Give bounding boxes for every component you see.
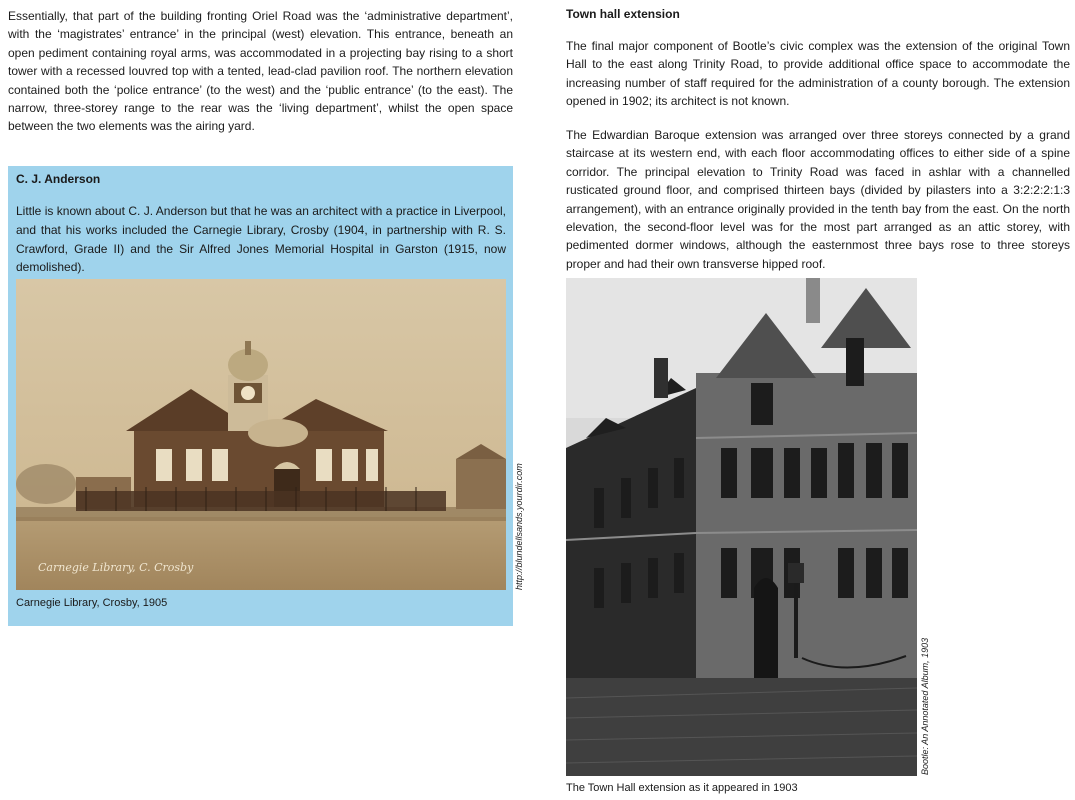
sidebar-title: C. J. Anderson xyxy=(16,172,101,186)
town-hall-extension-photo xyxy=(566,278,917,776)
carnegie-library-illustration xyxy=(16,279,506,590)
section-heading: Town hall extension xyxy=(566,7,680,21)
left-intro-paragraph: Essentially, that part of the building fronting Oriel Road was the ‘administrative department’, with the ‘magistrates’ entrance’ in the principal (west) elevation. This entrance, beneath an open pediment containing royal arms, was accommodated in a projecting bay rising to a short tower with a recessed louvred top with a tented, lead-clad pavilion roof. The northern elevation contained both the ‘police entrance’ (to the west) and the ‘public entrance’ (to the east). The narrow, three-storey range to the rear was the ‘living department’, whilst the open space between the two elements was the airing yard. xyxy=(8,9,513,134)
town-hall-illustration xyxy=(566,278,917,776)
townhall-photo-caption: The Town Hall extension as it appeared in 1903 xyxy=(566,782,798,794)
townhall-photo-credit: Bootle: An Annotated Album, 1903 xyxy=(920,637,930,775)
carnegie-photo-credit: http://blundellsands.yourdir.com xyxy=(514,463,524,590)
photo-inscription: Carnegie Library, C. Crosby xyxy=(38,561,194,574)
carnegie-photo-caption: Carnegie Library, Crosby, 1905 xyxy=(16,597,168,609)
right-paragraph-2: The Edwardian Baroque extension was arranged over three storeys connected by a grand staircase at its western end, with each floor accommodating offices to either side of a spine corridor. The principal elevation to Trinity Road was faced in ashlar with a channelled rusticated ground floor, and comprised thirteen bays (divided by pilasters into a 3:2:2:2:1:3 arrangement), with an entrance originally provided in the tenth bay from the east. On the north elevation, the second-floor level was for the most part arranged as an attic storey, with pedimented dormer windows, although the easternmost three bays rose to three storeys proper and had their own transverse hipped roof. xyxy=(566,128,1070,271)
carnegie-library-photo xyxy=(16,279,506,590)
anderson-sidebar xyxy=(8,166,513,626)
sidebar-body: Little is known about C. J. Anderson but that he was an architect with a practice in Liverpool, and that his works included the Carnegie Library, Crosby (1904, in partnership with R. S. Crawford, Grade II) and the Sir Alfred Jones Memorial Hospital in Garston (1915, now demolished). xyxy=(16,204,506,275)
right-paragraph-1: The final major component of Bootle’s civic complex was the extension of the original Town Hall to the east along Trinity Road, to provide additional office space to accommodate the increasing number of staff required for the administration of a county borough. The extension opened in 1902; its architect is not known. xyxy=(566,39,1070,109)
